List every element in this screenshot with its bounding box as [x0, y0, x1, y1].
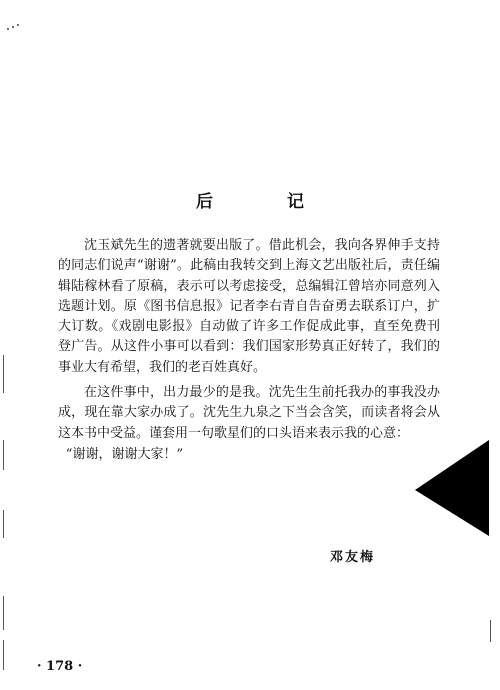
scan-speck [12, 26, 14, 28]
black-triangle-shape [413, 438, 493, 538]
left-edge-mark [3, 355, 4, 393]
left-edge-mark [3, 596, 4, 630]
left-edge-mark [3, 510, 4, 538]
closing-quote: “谢谢，谢谢大家！” [65, 446, 184, 462]
left-edge-mark [3, 440, 4, 470]
page-number: · 178 · [37, 659, 83, 674]
paragraph-1: 沈玉斌先生的遗著就要出版了。借此机会，我向各界伸手支持的同志们说声“谢谢”。此稿由我转交到上海文艺出版社后，责任编辑陆稼林看了原稿，表示可以考虑接受，总编辑江曾培亦同意列入选题计划。原《图书信息报》记者李右青自告奋勇去联系订户，扩大订数。《戏剧电影报》自动做了许多工作促成此事，直至免费刊登广告。从这件小事可以看到：我们国家形势真正好转了，我们的事业大有希望，我们的老百姓真好。 [58, 238, 440, 375]
page-title: 后 记 [196, 192, 338, 212]
author-signature: 邓友梅 [330, 550, 376, 565]
body-text [58, 236, 440, 465]
paragraph-2: 在这件事中，出力最少的是我。沈先生生前托我办的事我没办成，现在靠大家办成了。沈先生九泉之下当会含笑，而读者将会从这本书中受益。谨套用一句歌星们的口头语来表示我的心意： [58, 385, 440, 441]
scan-speck [7, 28, 9, 30]
right-edge-mark [490, 620, 491, 642]
scan-speck [17, 24, 19, 26]
left-edge-mark [3, 640, 4, 670]
